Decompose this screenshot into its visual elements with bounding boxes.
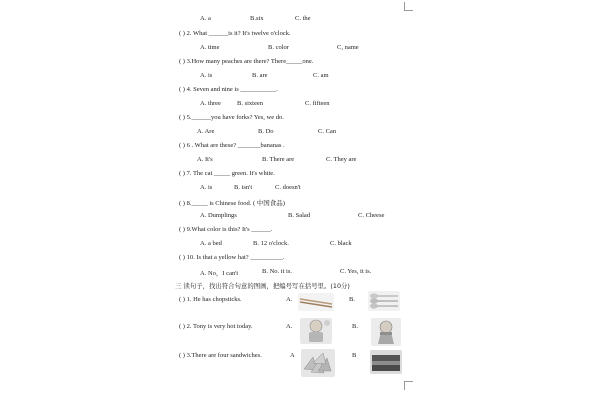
section-3-item-2-stem: ( ) 2. Tony is very hot today. [179, 323, 253, 330]
four-sandwiches-picture [301, 349, 335, 377]
question-5-stem: ( ) 5.______you have forks? Yes, we do. [179, 114, 284, 121]
q3-option-b: B. are [252, 72, 268, 79]
q10-option-a: A. No，I can't [200, 270, 239, 277]
q5-option-c: C. Can [318, 128, 337, 135]
item-1-label-b: B. [349, 296, 355, 303]
q4-option-c: C. fifteen [305, 100, 330, 107]
crop-mark-top-right [404, 2, 413, 11]
q8-option-b: B. Salad [288, 212, 311, 219]
section-3-title: 三 读句子，找出符合句意的图画，把编号写在括号里。(10分) [175, 282, 350, 290]
item-2-label-a: A. [286, 323, 293, 330]
cold-girl-picture [371, 318, 401, 346]
question-7-stem: ( ) 7. The cat _____ green. It's white. [179, 170, 275, 177]
q1-option-a: A. a [200, 15, 211, 22]
question-8-stem: ( ) 8._____ is Chinese food. ( 中国食品) [179, 200, 285, 207]
q9-option-b: B. 12 o'clock. [253, 240, 289, 247]
q6-option-c: C. They are [326, 156, 357, 163]
question-3-stem: ( ) 3.How many peaches are there? There_____one. [179, 58, 314, 65]
q7-option-b: B. isn't [234, 184, 253, 191]
q2-option-b: B. color [268, 44, 289, 51]
crop-mark-bottom-right [404, 381, 413, 390]
q3-option-c: C. am [313, 72, 329, 79]
item-1-label-a: A. [286, 296, 293, 303]
q6-option-b: B. There are [262, 156, 295, 163]
q5-option-a: A. Are [197, 128, 215, 135]
q10-option-c: C. Yes, it is. [340, 268, 372, 275]
q9-option-a: A. a bed [200, 240, 222, 247]
q4-option-a: A. three [200, 100, 221, 107]
q1-option-b: B.six [250, 15, 264, 22]
q7-option-c: C. doesn't [275, 184, 301, 191]
sandwich-picture [370, 350, 402, 374]
item-3-label-a: A [290, 352, 295, 359]
q1-option-c: C. the [295, 15, 311, 22]
section-3-item-3-stem: ( ) 3.There are four sandwiches. [179, 352, 262, 359]
question-10-stem: ( ) 10. Is that a yellow hat? __________. [179, 254, 285, 261]
q10-option-b: B. No. it is. [262, 268, 292, 275]
forks-picture [368, 291, 400, 311]
question-9-stem: ( ) 9.What color is this? It's ______. [179, 226, 273, 233]
question-2-stem: ( ) 2. What ______is it? It's twelve o'clock. [179, 30, 291, 37]
q2-option-a: A. time [200, 44, 220, 51]
q8-option-a: A. Dumplings [200, 212, 237, 219]
question-6-stem: ( ) 6 . What are these? _______bananas . [179, 142, 285, 149]
q7-option-a: A. is [200, 184, 213, 191]
q2-option-c: C, name [337, 44, 359, 51]
item-2-label-b: B. [352, 323, 358, 330]
item-3-label-b: B [352, 352, 357, 359]
q3-option-a: A. is [200, 72, 213, 79]
q6-option-a: A. It's [197, 156, 213, 163]
question-4-stem: ( ) 4. Seven and nine is ___________. [179, 86, 278, 93]
q5-option-b: B. Do [258, 128, 274, 135]
hot-boy-picture [300, 318, 332, 344]
q4-option-b: B. sixteen [237, 100, 263, 107]
chopsticks-picture [298, 293, 334, 311]
section-3-item-1-stem: ( ) 1. He has chopsticks. [179, 296, 242, 303]
q8-option-c: C. Cheese [358, 212, 385, 219]
q9-option-c: C. black [330, 240, 352, 247]
